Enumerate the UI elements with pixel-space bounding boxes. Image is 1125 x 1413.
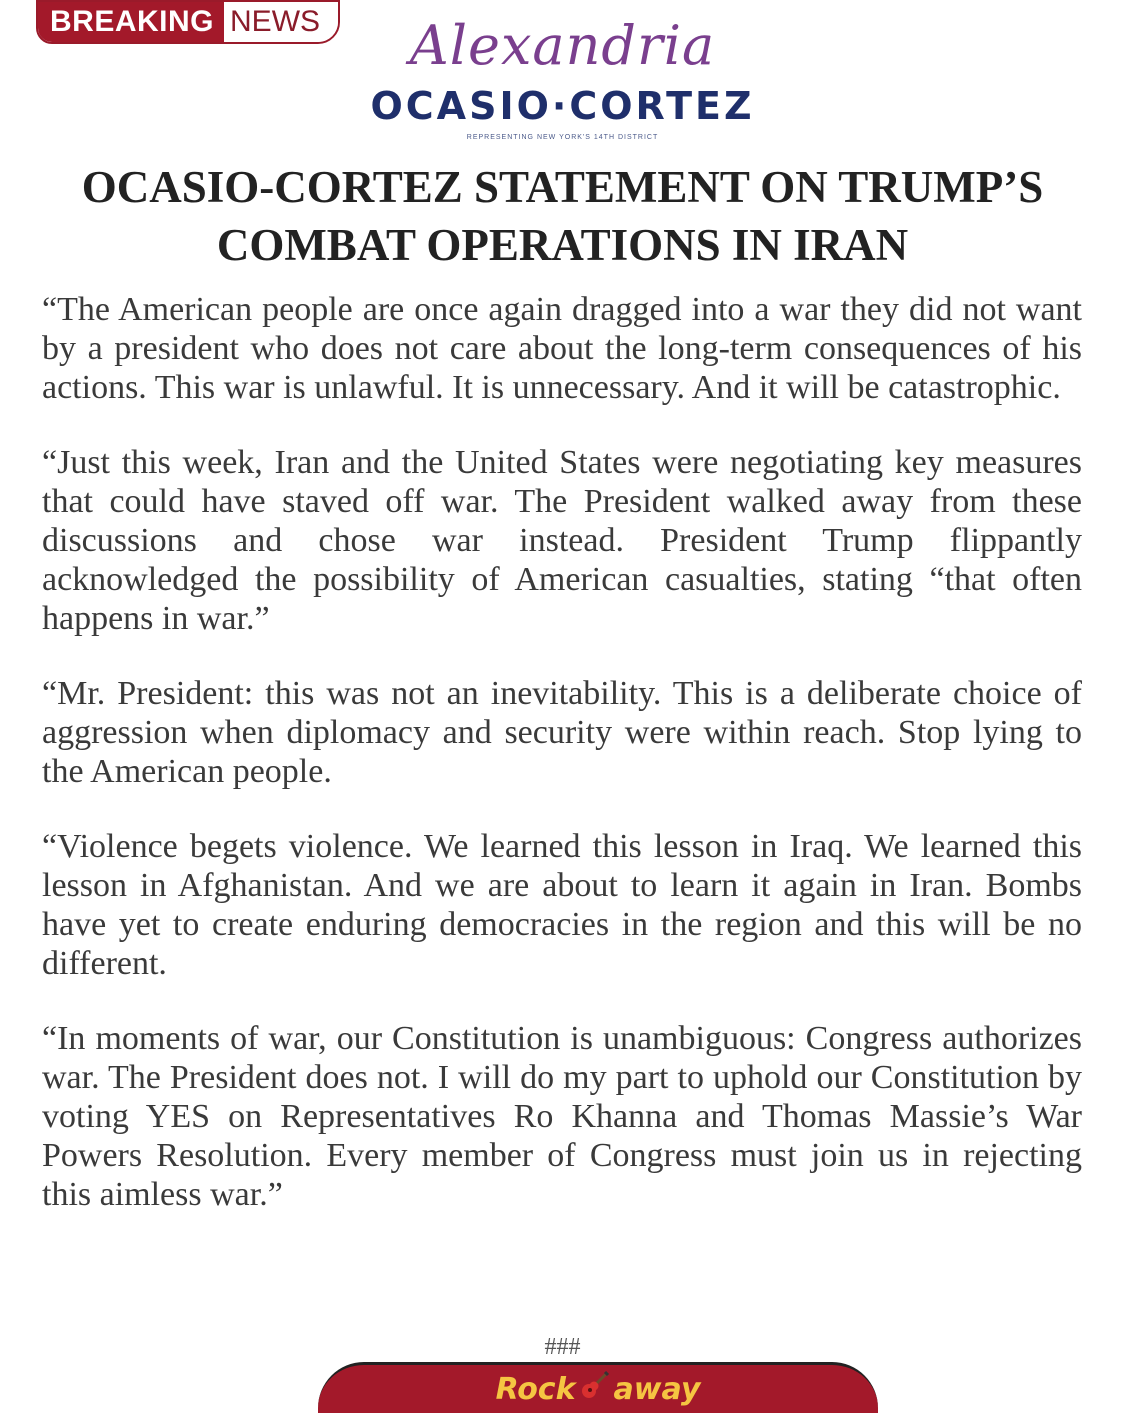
paragraph: “The American people are once again dragged into a war they did not want by a president who does not care about the long-term consequences of his actions. This war is unlawful. It is unnecessary. And it will be catastrophic. <box>42 291 1082 406</box>
signature: Alexandria <box>409 14 716 77</box>
paragraph: “In moments of war, our Constitution is unambiguous: Congress authorizes war. The President does not. I will do my part to uphold our Constitution by voting YES on Representatives Ro Khanna and Thomas Massie’s War Powers Resolution. Every member of Congress must join us in rejecting this aimless war.” <box>42 1020 1082 1213</box>
footer-label-right: away <box>613 1371 701 1407</box>
paragraph: “Violence begets violence. We learned this lesson in Iraq. We learned this lesson in Afghanistan. And we are about to learn it again in Iran. Bombs have yet to create enduring democracies in the region and this will be no different. <box>42 828 1082 982</box>
footer-banner <box>318 1362 878 1413</box>
badge-breaking-label: BREAKING <box>38 2 224 42</box>
statement-body <box>42 290 1082 1250</box>
paragraph: “Mr. President: this was not an inevitability. This is a deliberate choice of aggression when diplomacy and security were within reach. Stop lying to the American people. <box>42 675 1082 790</box>
paragraph: “Just this week, Iran and the United States were negotiating key measures that could have staved off war. The President walked away from these discussions and chose war instead. President Trump flippantly acknowledged the possibility of American casualties, stating “that often happens in war.” <box>42 444 1082 637</box>
letterhead-subline: REPRESENTING NEW YORK'S 14TH DISTRICT <box>466 134 659 141</box>
badge-news-label: NEWS <box>224 2 338 42</box>
guitar-icon <box>576 1370 614 1408</box>
end-mark: ### <box>544 1334 581 1360</box>
letterhead-surname: OCASIO·CORTEZ <box>370 84 755 128</box>
statement-title: OCASIO-CORTEZ STATEMENT ON TRUMP’S COMBAT OPERATIONS IN IRAN <box>81 162 1044 270</box>
footer-label-left: Rock <box>495 1371 576 1407</box>
